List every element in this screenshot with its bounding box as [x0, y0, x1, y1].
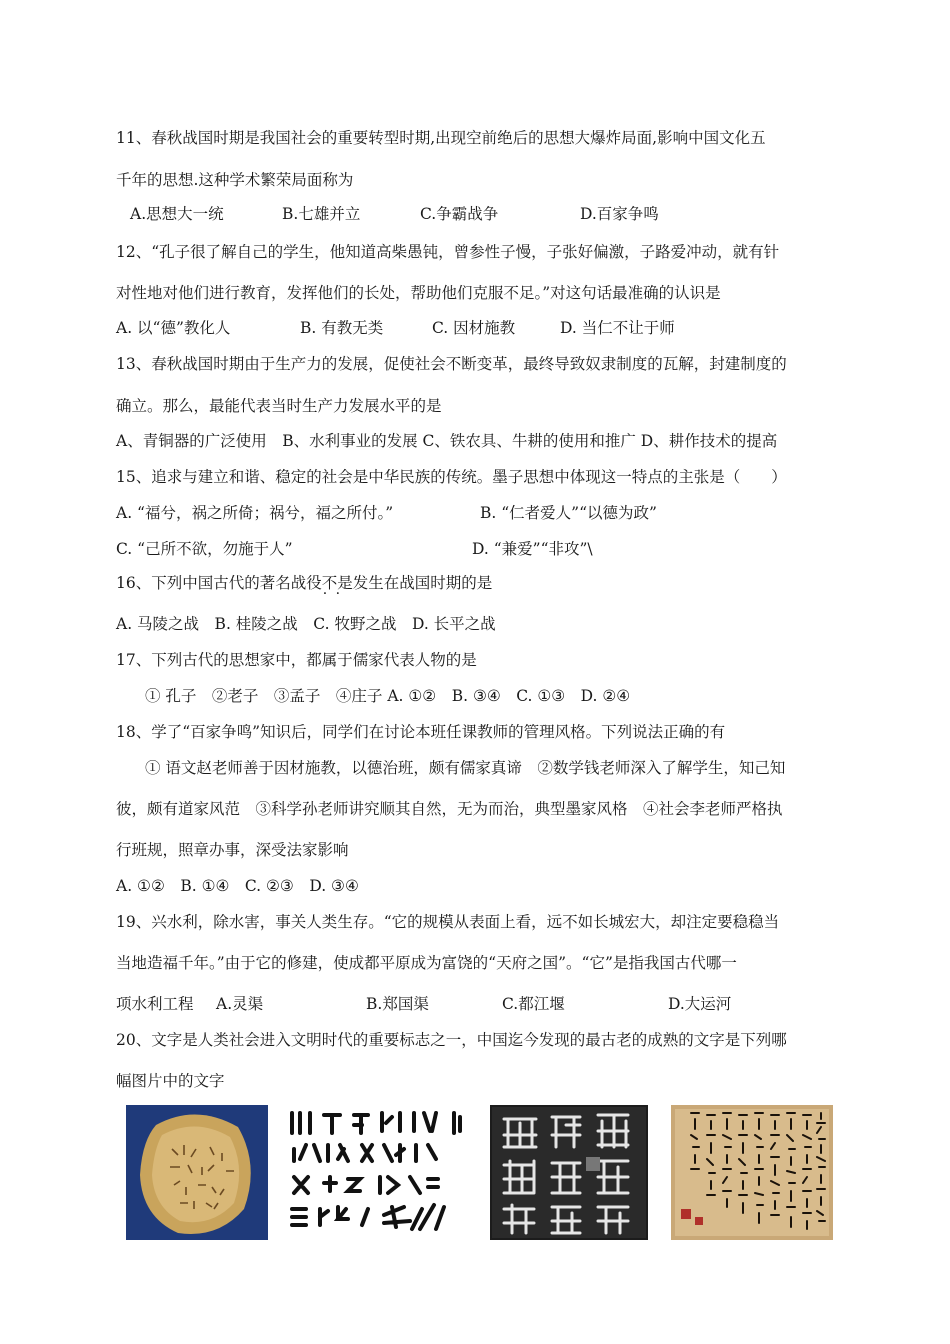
q15-option-b: B. “仁者爱人”“以德为政”: [480, 504, 657, 522]
q12-option-d: D. 当仁不让于师: [560, 319, 675, 337]
q11-option-d: D.百家争鸣: [580, 205, 659, 223]
q18-stem-line3: 彼，颇有道家风范 ③科学孙老师讲究顺其自然，无为而治，典型墨家风格 ④社会李老师严格执: [116, 800, 783, 818]
q15-option-d: D. “兼爱”“非攻”\: [472, 540, 593, 558]
q16-options: A. 马陵之战 B. 桂陵之战 C. 牧野之战 D. 长平之战: [116, 615, 496, 633]
q15-option-c: C. “己所不欲，勿施于人”: [116, 540, 293, 558]
q13-stem-line1: 13、春秋战国时期由于生产力的发展，促使社会不断变革，最终导致奴隶制度的瓦解，封建制度的: [116, 355, 787, 373]
calligraphy-scroll-image: [671, 1105, 833, 1240]
q18-stem-line4: 行班规，照章办事，深受法家影响: [116, 841, 349, 859]
q11-stem-line1: 11、春秋战国时期是我国社会的重要转型时期,出现空前绝后的思想大爆炸局面,影响中国文化五: [116, 129, 766, 147]
q12-options: [116, 318, 675, 338]
q19-option-b: B.郑国渠: [366, 995, 429, 1013]
q15-option-a: A. “福兮，祸之所倚；祸兮，福之所付。”: [116, 504, 394, 522]
q19-option-a: A.灵渠: [216, 995, 264, 1013]
q18-stem-line1: 18、学了“百家争鸣”知识后，同学们在讨论本班任课教师的管理风格。下列说法正确的有: [116, 723, 726, 741]
q19-stem-line1: 19、兴水利，除水害，事关人类生存。“它的规模从表面上看，远不如长城宏大，却注定要稳稳当: [116, 913, 780, 931]
q18-options: A. ①② B. ①④ C. ②③ D. ③④: [116, 877, 359, 895]
q13-stem-line2: 确立。那么，最能代表当时生产力发展水平的是: [116, 397, 442, 415]
primitive-symbols-image: [284, 1105, 472, 1240]
q17-options: ① 孔子 ②老子 ③孟子 ④庄子 A. ①② B. ③④ C. ①③ D. ②④: [145, 687, 631, 705]
q20-stem-line1: 20、文字是人类社会进入文明时代的重要标志之一，中国迄今发现的最古老的成熟的文字是下列哪: [116, 1031, 787, 1049]
q16-stem-emphasis: 不是 · ·: [322, 573, 353, 593]
q15-stem: 15、追求与建立和谐、稳定的社会是中华民族的传统。墨子思想中体现这一特点的主张是（ ）: [116, 468, 787, 486]
q11-options: [130, 204, 659, 224]
q12-option-b: B. 有教无类: [300, 319, 384, 337]
q19-line3: [116, 994, 731, 1014]
q16-stem: [116, 573, 492, 593]
q12-option-a: A. 以“德”教化人: [116, 319, 231, 337]
seal-script-rubbing-image: [490, 1105, 648, 1240]
q12-option-c: C. 因材施教: [432, 319, 516, 337]
q16-stem-pre: 16、下列中国古代的著名战役: [116, 574, 322, 592]
q12-stem-line1: 12、“孔子很了解自己的学生，他知道高柴愚钝，曾参性子慢，子张好偏激，子路爱冲动，就有针: [116, 243, 780, 261]
q11-stem-line2: 千年的思想.这种学术繁荣局面称为: [116, 171, 354, 189]
q19-stem-line3: 项水利工程: [116, 995, 194, 1013]
q19-option-d: D.大运河: [668, 995, 732, 1013]
q18-stem-line2: ① 语文赵老师善于因材施教，以德治班，颇有儒家真谛 ②数学钱老师深入了解学生，知己知: [145, 759, 786, 777]
q11-option-a: A.思想大一统: [130, 205, 224, 223]
q20-stem-line2: 幅图片中的文字: [116, 1072, 225, 1090]
oracle-bone-image: [126, 1105, 268, 1240]
q12-stem-line2: 对性地对他们进行教育，发挥他们的长处，帮助他们克服不足。”对这句话最准确的认识是: [116, 284, 721, 302]
q19-option-c: C.都江堰: [502, 995, 565, 1013]
q16-stem-post: 发生在战国时期的是: [352, 574, 493, 592]
q11-option-b: B.七雄并立: [282, 205, 361, 223]
q19-stem-line2: 当地造福千年。”由于它的修建，使成都平原成为富饶的“天府之国”。“它”是指我国古代哪一: [116, 954, 737, 972]
q17-stem: 17、下列古代的思想家中，都属于儒家代表人物的是: [116, 651, 477, 669]
q11-option-c: C.争霸战争: [420, 205, 499, 223]
q13-options: A、青铜器的广泛使用 B、水利事业的发展 C、铁农具、牛耕的使用和推广 D、耕作技术的提高: [116, 432, 778, 450]
